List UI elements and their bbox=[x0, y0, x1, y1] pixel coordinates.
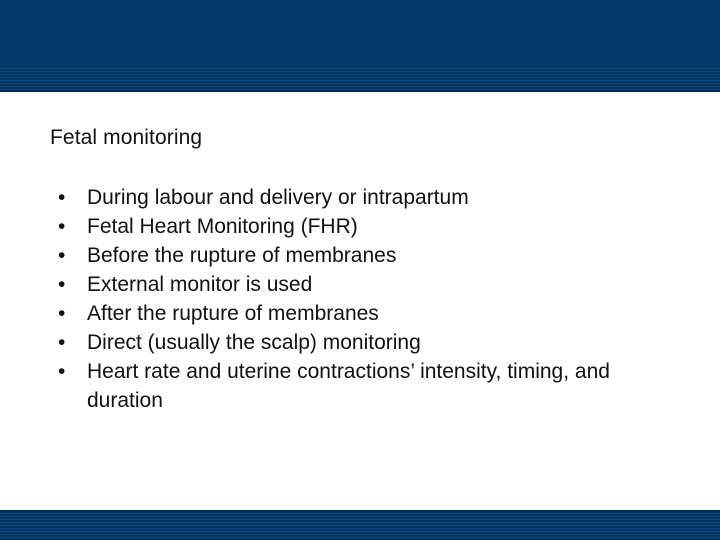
bullet-item bbox=[50, 241, 670, 270]
bullet-icon: • bbox=[58, 302, 66, 325]
bullet-text: External monitor is used bbox=[87, 273, 313, 296]
footer-band bbox=[0, 511, 720, 540]
slide-title: Fetal monitoring bbox=[50, 126, 203, 149]
bullet-item bbox=[50, 299, 670, 328]
bullet-icon: • bbox=[58, 244, 66, 267]
bullet-icon: • bbox=[58, 331, 66, 354]
bullet-icon: • bbox=[58, 360, 66, 383]
bullet-icon: • bbox=[58, 215, 66, 238]
bullet-icon: • bbox=[58, 273, 66, 296]
bullet-text: After the rupture of membranes bbox=[87, 302, 379, 325]
bullet-text: Heart rate and uterine contractions’ intensity, timing, and duration bbox=[87, 360, 610, 412]
bullet-item bbox=[50, 328, 670, 357]
bullet-text: Direct (usually the scalp) monitoring bbox=[87, 331, 421, 354]
bullet-item bbox=[50, 357, 670, 415]
bullet-icon: • bbox=[58, 186, 66, 209]
bullet-text: During labour and delivery or intrapartum bbox=[87, 186, 469, 209]
header-stripes bbox=[0, 68, 720, 90]
bullet-item bbox=[50, 270, 670, 299]
bullet-item bbox=[50, 212, 670, 241]
bullet-list bbox=[50, 183, 670, 415]
bullet-text: Before the rupture of membranes bbox=[87, 244, 397, 267]
bullet-item bbox=[50, 183, 670, 212]
header-divider bbox=[0, 90, 720, 92]
bullet-text: Fetal Heart Monitoring (FHR) bbox=[87, 215, 358, 238]
